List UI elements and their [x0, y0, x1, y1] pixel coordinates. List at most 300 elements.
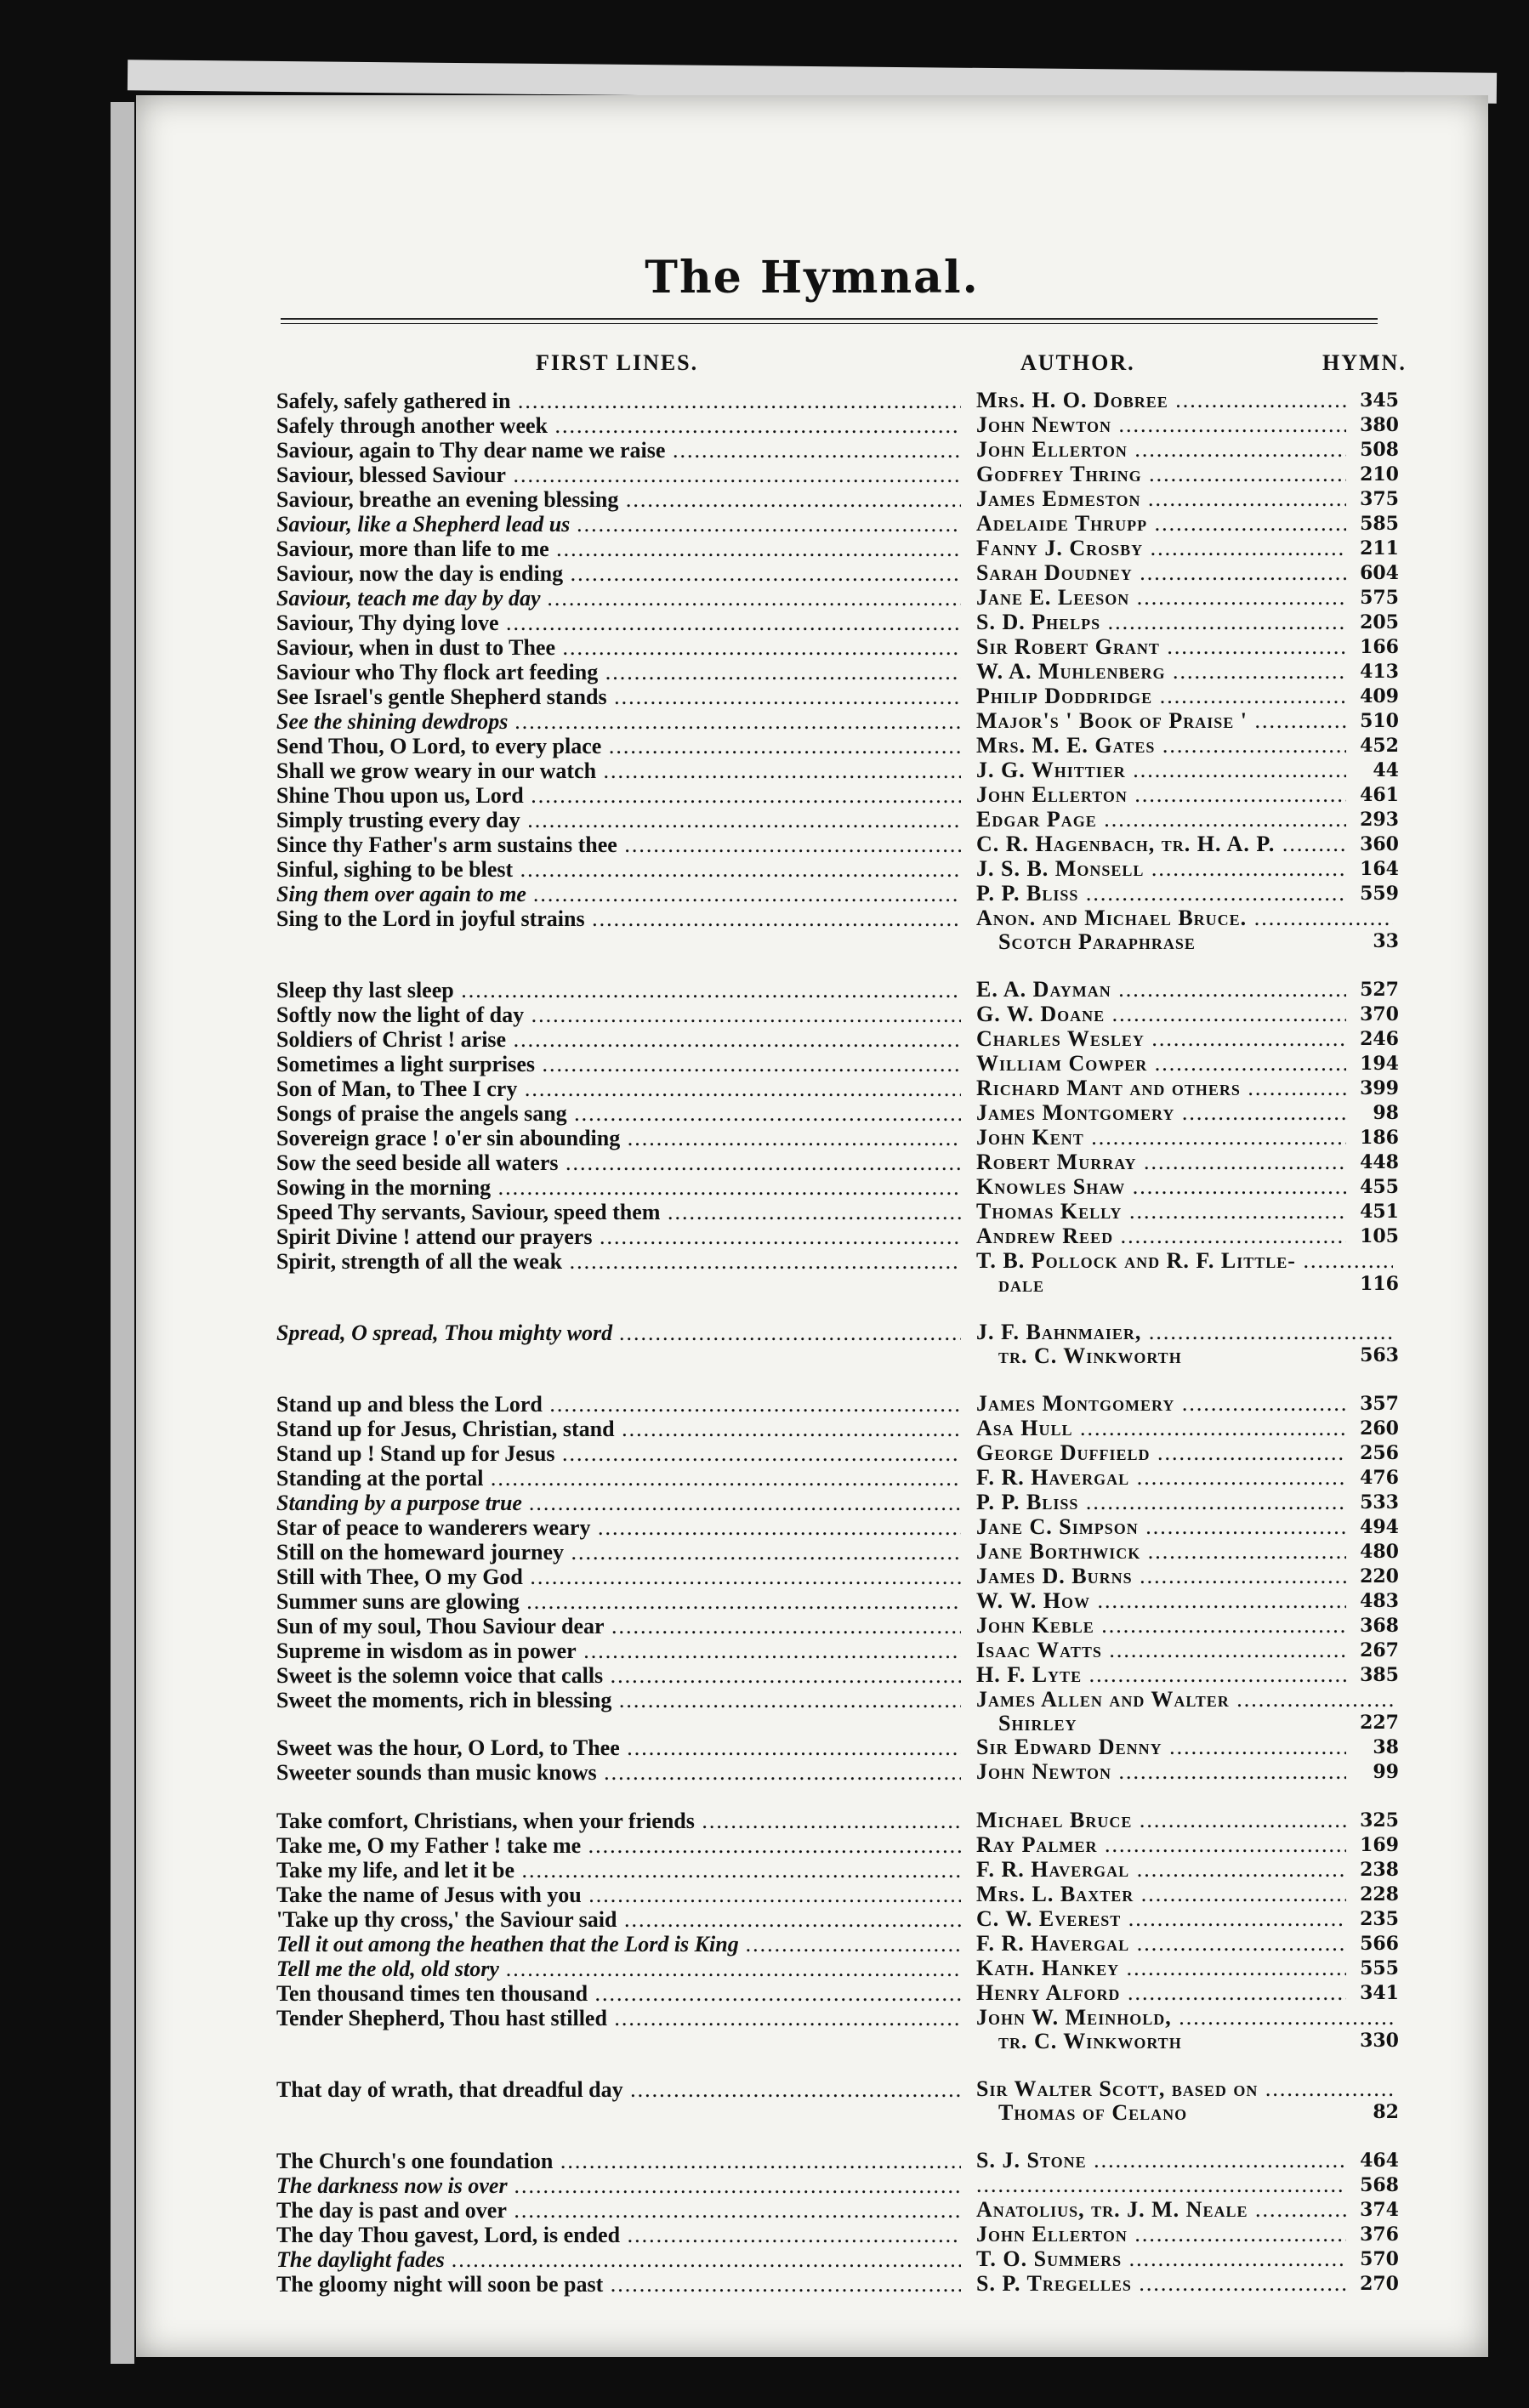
page-title: The Hymnal. — [645, 252, 980, 304]
index-row — [276, 1540, 1399, 1565]
index-row — [276, 1809, 1399, 1833]
index-row — [276, 1883, 1399, 1907]
first-line-text: Spirit Divine ! attend our prayers ..... — [276, 1224, 961, 1249]
author-name: T. O. Summers ..... — [976, 2247, 1393, 2271]
first-line-text: Take the name of Jesus with you ..... — [276, 1883, 961, 1907]
first-line-text: Take me, O my Father ! take me ..... — [276, 1833, 961, 1858]
first-line-text: Ten thousand times ten thousand ..... — [276, 1981, 961, 2006]
hymn-number: 357 — [1346, 1392, 1399, 1417]
index-row — [276, 1956, 1399, 1981]
first-line-text: The darkness now is over ..... — [276, 2173, 961, 2198]
index-row — [276, 512, 1399, 537]
author-name: Thomas Kelly ..... — [976, 1200, 1393, 1224]
index-row — [276, 2198, 1399, 2223]
index-row — [276, 537, 1399, 561]
index-row — [276, 1417, 1399, 1441]
first-line-text: See the shining dewdrops ..... — [276, 709, 961, 734]
author-cell — [976, 1735, 1393, 1759]
title-rule — [281, 318, 1378, 320]
hymn-number: 585 — [1346, 512, 1399, 537]
author-name: Sir Robert Grant ..... — [976, 635, 1393, 659]
author-name: John Ellerton ..... — [976, 438, 1393, 462]
hymn-number: 563 — [1346, 1343, 1399, 1368]
author-name-continued: tr. C. Winkworth — [998, 2029, 1182, 2053]
index-row — [276, 487, 1399, 512]
author-cell — [976, 2272, 1393, 2296]
author-cell — [976, 1076, 1393, 1100]
author-name: Isaac Watts ..... — [976, 1638, 1393, 1662]
author-cell — [976, 1883, 1393, 1906]
first-line-text: Take my life, and let it be ..... — [276, 1858, 961, 1883]
hymn-number: 82 — [1346, 2100, 1399, 2125]
index-row — [276, 832, 1399, 857]
author-name: C. W. Everest ..... — [976, 1907, 1393, 1931]
index-row — [276, 783, 1399, 808]
hymn-number: 368 — [1346, 1614, 1399, 1638]
hymn-number: 38 — [1346, 1735, 1399, 1760]
author-name: J. G. Whittier ..... — [976, 758, 1393, 782]
first-line-text: Soldiers of Christ ! arise ..... — [276, 1027, 961, 1052]
author-name: James Montgomery ..... — [976, 1392, 1393, 1416]
author-name: J. F. Bahnmaier, ..... — [976, 1320, 1393, 1344]
first-line-text: Sweet is the solemn voice that calls ..... — [276, 1663, 961, 1688]
hymn-number: 480 — [1346, 1540, 1399, 1565]
hymn-number: 330 — [1346, 2029, 1399, 2053]
author-name: Robert Murray ..... — [976, 1150, 1393, 1174]
author-name — [976, 2173, 1393, 2197]
author-cell — [976, 1200, 1393, 1224]
index-row — [276, 586, 1399, 611]
book-page — [136, 95, 1488, 2357]
first-line-text: Standing by a purpose true ..... — [276, 1491, 961, 1515]
author-cell — [976, 413, 1393, 437]
first-line-text: Stand up ! Stand up for Jesus ..... — [276, 1441, 961, 1466]
index-row — [276, 808, 1399, 832]
author-name: F. R. Havergal ..... — [976, 1858, 1393, 1882]
first-line-text: The daylight fades ..... — [276, 2247, 961, 2272]
hymn-number: 575 — [1346, 586, 1399, 611]
author-name: Richard Mant and others ..... — [976, 1076, 1393, 1100]
author-cell — [976, 1688, 1393, 1735]
author-name-continued: dale — [998, 1272, 1045, 1297]
index-row — [276, 1076, 1399, 1101]
first-line-text: Saviour, when in dust to Thee ..... — [276, 635, 961, 660]
author-name: C. R. Hagenbach, tr. H. A. P. ..... — [976, 832, 1393, 856]
hymn-number: 527 — [1346, 978, 1399, 1002]
first-line-text: Sometimes a light surprises ..... — [276, 1052, 961, 1076]
first-line-text: Still with Thee, O my God ..... — [276, 1565, 961, 1589]
index-row — [276, 1320, 1399, 1368]
hymn-number: 220 — [1346, 1565, 1399, 1589]
author-name: Fanny J. Crosby ..... — [976, 537, 1393, 560]
author-name: Edgar Page ..... — [976, 808, 1393, 832]
hymn-number: 293 — [1346, 808, 1399, 832]
author-cell — [976, 463, 1393, 486]
author-name: William Cowper ..... — [976, 1052, 1393, 1076]
index-row — [276, 1126, 1399, 1150]
index-row — [276, 660, 1399, 684]
first-line-text: Stand up for Jesus, Christian, stand ..... — [276, 1417, 961, 1441]
hymn-number: 494 — [1346, 1515, 1399, 1540]
hymn-number: 409 — [1346, 684, 1399, 709]
author-cell — [976, 783, 1393, 807]
author-cell — [976, 808, 1393, 832]
author-cell — [976, 1614, 1393, 1638]
first-line-text: Sowing in the morning ..... — [276, 1175, 961, 1200]
index-row — [276, 2077, 1399, 2125]
index-row — [276, 1175, 1399, 1200]
author-cell — [976, 1833, 1393, 1857]
index-row — [276, 2149, 1399, 2173]
hymn-number: 448 — [1346, 1150, 1399, 1175]
hymn-number: 559 — [1346, 882, 1399, 906]
author-name: James Edmeston ..... — [976, 487, 1393, 511]
author-name: G. W. Doane ..... — [976, 1002, 1393, 1026]
author-name: Major's ' Book of Praise ' ..... — [976, 709, 1393, 733]
hymn-number: 345 — [1346, 389, 1399, 413]
author-cell — [976, 1175, 1393, 1199]
index-row — [276, 1638, 1399, 1663]
hymn-number: 385 — [1346, 1663, 1399, 1688]
author-name: Kath. Hankey ..... — [976, 1956, 1393, 1980]
first-line-text: Sun of my soul, Thou Saviour dear ..... — [276, 1614, 961, 1638]
hymn-number: 483 — [1346, 1589, 1399, 1614]
author-name: John Ellerton ..... — [976, 783, 1393, 807]
author-cell — [976, 1466, 1393, 1490]
index-row — [276, 1760, 1399, 1785]
hymn-number: 267 — [1346, 1638, 1399, 1663]
index-row — [276, 1858, 1399, 1883]
author-name: E. A. Dayman ..... — [976, 978, 1393, 1002]
hymn-number: 508 — [1346, 438, 1399, 463]
author-name: John Kent ..... — [976, 1126, 1393, 1150]
first-line-text: Saviour, more than life to me ..... — [276, 537, 961, 561]
author-name: S. D. Phelps ..... — [976, 611, 1393, 634]
hymn-number: 99 — [1346, 1760, 1399, 1785]
author-name: Sir Walter Scott, based on ..... — [976, 2077, 1393, 2101]
first-line-text: Son of Man, to Thee I cry ..... — [276, 1076, 961, 1101]
author-name: Asa Hull ..... — [976, 1417, 1393, 1440]
index-row — [276, 1688, 1399, 1735]
author-cell — [976, 1515, 1393, 1539]
author-cell — [976, 389, 1393, 412]
author-name: John Ellerton ..... — [976, 2223, 1393, 2246]
author-cell — [976, 487, 1393, 511]
index-row — [276, 2272, 1399, 2297]
header-author: AUTHOR. — [1020, 350, 1135, 375]
author-cell — [976, 734, 1393, 758]
author-cell — [976, 1417, 1393, 1440]
author-name: F. R. Havergal ..... — [976, 1466, 1393, 1490]
index-row — [276, 463, 1399, 487]
author-name: P. P. Bliss ..... — [976, 882, 1393, 906]
index-row — [276, 389, 1399, 413]
first-line-text: Safely through another week ..... — [276, 413, 961, 438]
author-name: Charles Wesley ..... — [976, 1027, 1393, 1051]
author-cell — [976, 1956, 1393, 1980]
first-line-text: Saviour, blessed Saviour ..... — [276, 463, 961, 487]
first-line-text: The Church's one foundation ..... — [276, 2149, 961, 2173]
author-name: Sir Edward Denny ..... — [976, 1735, 1393, 1759]
index-row — [276, 1392, 1399, 1417]
author-name: Michael Bruce ..... — [976, 1809, 1393, 1832]
author-cell — [976, 2198, 1393, 2222]
author-name: Mrs. L. Baxter ..... — [976, 1883, 1393, 1906]
author-cell — [976, 2223, 1393, 2246]
first-line-text: Tell it out among the heathen that the Lord is King ..... — [276, 1932, 961, 1956]
hymn-number: 325 — [1346, 1809, 1399, 1833]
first-line-text: Spread, O spread, Thou mighty word ..... — [276, 1320, 961, 1345]
author-name: Adelaide Thrupp ..... — [976, 512, 1393, 536]
author-name: Ray Palmer ..... — [976, 1833, 1393, 1857]
index-row — [276, 561, 1399, 586]
hymn-number: 476 — [1346, 1466, 1399, 1491]
author-cell — [976, 660, 1393, 684]
hymn-number: 413 — [1346, 660, 1399, 684]
first-line-text: Shall we grow weary in our watch ..... — [276, 758, 961, 783]
index-row — [276, 882, 1399, 906]
index-row — [276, 1932, 1399, 1956]
hymn-number: 210 — [1346, 463, 1399, 487]
index-row — [276, 1052, 1399, 1076]
author-name: Mrs. M. E. Gates ..... — [976, 734, 1393, 758]
author-name-continued: Shirley — [998, 1711, 1077, 1735]
first-line-text: Saviour, now the day is ending ..... — [276, 561, 961, 586]
author-name: J. S. B. Monsell ..... — [976, 857, 1393, 881]
author-cell — [976, 832, 1393, 856]
author-cell — [976, 1002, 1393, 1026]
hymn-number: 360 — [1346, 832, 1399, 857]
author-name: Godfrey Thring ..... — [976, 463, 1393, 486]
index-row — [276, 1101, 1399, 1126]
hymn-number: 270 — [1346, 2272, 1399, 2297]
index-row — [276, 413, 1399, 438]
author-name: Knowles Shaw ..... — [976, 1175, 1393, 1199]
author-cell — [976, 1441, 1393, 1465]
first-line-text: Still on the homeward journey ..... — [276, 1540, 961, 1565]
first-line-text: Send Thou, O Lord, to every place ..... — [276, 734, 961, 758]
scan-edge-left — [111, 102, 134, 2364]
hymn-number: 555 — [1346, 1956, 1399, 1981]
author-cell — [976, 1320, 1393, 1368]
index-row — [276, 2247, 1399, 2272]
author-name: Philip Doddridge ..... — [976, 684, 1393, 708]
author-cell — [976, 1224, 1393, 1248]
hymn-number: 164 — [1346, 857, 1399, 882]
author-name: Jane Borthwick ..... — [976, 1540, 1393, 1564]
index-row — [276, 611, 1399, 635]
hymn-number: 98 — [1346, 1101, 1399, 1126]
index-row — [276, 1200, 1399, 1224]
index-row — [276, 906, 1399, 954]
hymn-number: 455 — [1346, 1175, 1399, 1200]
hymn-number: 568 — [1346, 2173, 1399, 2198]
author-name: John Newton ..... — [976, 1760, 1393, 1784]
author-name: Anon. and Michael Bruce. ..... — [976, 906, 1393, 930]
hymn-number: 166 — [1346, 635, 1399, 660]
first-line-text: See Israel's gentle Shepherd stands ..... — [276, 684, 961, 709]
author-cell — [976, 1392, 1393, 1416]
index-row — [276, 2006, 1399, 2053]
author-name: F. R. Havergal ..... — [976, 1932, 1393, 1956]
first-line-text: Supreme in wisdom as in power ..... — [276, 1638, 961, 1663]
hymn-number: 260 — [1346, 1417, 1399, 1441]
first-line-text: Songs of praise the angels sang ..... — [276, 1101, 961, 1126]
author-cell — [976, 1809, 1393, 1832]
first-line-text: Sinful, sighing to be blest ..... — [276, 857, 961, 882]
author-cell — [976, 1981, 1393, 2005]
author-name: H. F. Lyte ..... — [976, 1663, 1393, 1687]
author-cell — [976, 512, 1393, 536]
first-line-text: Saviour, Thy dying love ..... — [276, 611, 961, 635]
author-cell — [976, 758, 1393, 782]
index-row — [276, 709, 1399, 734]
author-name: Andrew Reed ..... — [976, 1224, 1393, 1248]
author-cell — [976, 1126, 1393, 1150]
first-line-text: Saviour, breathe an evening blessing ..... — [276, 487, 961, 512]
first-line-text: 'Take up thy cross,' the Saviour said ..... — [276, 1907, 961, 1932]
first-line-text: Standing at the portal ..... — [276, 1466, 961, 1491]
index-row — [276, 1466, 1399, 1491]
first-line-text: Stand up and bless the Lord ..... — [276, 1392, 961, 1417]
hymn-number: 227 — [1346, 1711, 1399, 1735]
hymn-number: 376 — [1346, 2223, 1399, 2247]
author-cell — [976, 438, 1393, 462]
author-name: Jane C. Simpson ..... — [976, 1515, 1393, 1539]
index-row — [276, 857, 1399, 882]
author-name: S. J. Stone ..... — [976, 2149, 1393, 2172]
hymn-number: 205 — [1346, 611, 1399, 635]
first-line-text: Saviour, like a Shepherd lead us ..... — [276, 512, 961, 537]
author-name-continued: Thomas of Celano — [998, 2100, 1188, 2125]
hymn-number: 375 — [1346, 487, 1399, 512]
index-row — [276, 978, 1399, 1002]
first-line-text: Tell me the old, old story ..... — [276, 1956, 961, 1981]
author-cell — [976, 2149, 1393, 2172]
first-line-text: Sow the seed beside all waters ..... — [276, 1150, 961, 1175]
author-cell — [976, 1101, 1393, 1125]
first-line-text: Shine Thou upon us, Lord ..... — [276, 783, 961, 808]
first-line-text: Sing to the Lord in joyful strains ..... — [276, 906, 961, 931]
author-name: T. B. Pollock and R. F. Little- ..... — [976, 1249, 1393, 1273]
author-name: James Allen and Walter ..... — [976, 1688, 1393, 1712]
index-row — [276, 1565, 1399, 1589]
first-line-text: Sleep thy last sleep ..... — [276, 978, 961, 1002]
author-cell — [976, 1150, 1393, 1174]
hymn-number: 464 — [1346, 2149, 1399, 2173]
first-line-text: Star of peace to wanderers weary ..... — [276, 1515, 961, 1540]
author-cell — [976, 1663, 1393, 1687]
author-cell — [976, 561, 1393, 585]
author-cell — [976, 2006, 1393, 2053]
first-line-text: Saviour, again to Thy dear name we raise ..... — [276, 438, 961, 463]
author-name: George Duffield ..... — [976, 1441, 1393, 1465]
hymn-number: 194 — [1346, 1052, 1399, 1076]
hymn-number: 246 — [1346, 1027, 1399, 1052]
first-line-text: Tender Shepherd, Thou hast stilled ..... — [276, 2006, 961, 2030]
first-line-text: Spirit, strength of all the weak ..... — [276, 1249, 961, 1274]
hymn-number: 44 — [1346, 758, 1399, 783]
index-row — [276, 1150, 1399, 1175]
index-row — [276, 1589, 1399, 1614]
index-row — [276, 2173, 1399, 2198]
first-line-text: Summer suns are glowing ..... — [276, 1589, 961, 1614]
author-cell — [976, 1027, 1393, 1051]
author-cell — [976, 586, 1393, 610]
author-name: W. A. Muhlenberg ..... — [976, 660, 1393, 684]
author-cell — [976, 1638, 1393, 1662]
hymn-number: 452 — [1346, 734, 1399, 758]
first-line-text: Sweet the moments, rich in blessing ..... — [276, 1688, 961, 1712]
author-cell — [976, 2173, 1393, 2197]
index-row — [276, 1027, 1399, 1052]
index-row — [276, 1224, 1399, 1249]
first-line-text: Saviour who Thy flock art feeding ..... — [276, 660, 961, 684]
index-row — [276, 1907, 1399, 1932]
author-cell — [976, 1907, 1393, 1931]
author-name: S. P. Tregelles ..... — [976, 2272, 1393, 2296]
hymn-number: 380 — [1346, 413, 1399, 438]
author-cell — [976, 1932, 1393, 1956]
hymn-number: 235 — [1346, 1907, 1399, 1932]
author-name: James Montgomery ..... — [976, 1101, 1393, 1125]
author-cell — [976, 635, 1393, 659]
header-first-lines: FIRST LINES. — [536, 350, 699, 375]
hymn-number: 341 — [1346, 1981, 1399, 2006]
author-cell — [976, 906, 1393, 954]
index-row — [276, 1833, 1399, 1858]
first-line-text: Simply trusting every day ..... — [276, 808, 961, 832]
author-cell — [976, 1491, 1393, 1514]
author-cell — [976, 1565, 1393, 1588]
hymn-number: 33 — [1346, 929, 1399, 954]
hymn-number: 570 — [1346, 2247, 1399, 2272]
hymn-number: 461 — [1346, 783, 1399, 808]
index-row — [276, 1249, 1399, 1297]
hymn-number: 451 — [1346, 1200, 1399, 1224]
index-row — [276, 734, 1399, 758]
index-row — [276, 1981, 1399, 2006]
author-cell — [976, 1589, 1393, 1613]
index-row — [276, 1735, 1399, 1760]
hymn-index-list — [276, 389, 1399, 2297]
index-row — [276, 1002, 1399, 1027]
hymn-number: 116 — [1346, 1272, 1399, 1297]
author-name: Sarah Doudney ..... — [976, 561, 1393, 585]
author-name: John W. Meinhold, ..... — [976, 2006, 1393, 2030]
hymn-number: 510 — [1346, 709, 1399, 734]
author-cell — [976, 978, 1393, 1002]
first-line-text: Take comfort, Christians, when your friends ..... — [276, 1809, 961, 1833]
author-name-continued: tr. C. Winkworth — [998, 1343, 1182, 1368]
hymn-number: 211 — [1346, 537, 1399, 561]
index-row — [276, 438, 1399, 463]
author-cell — [976, 611, 1393, 634]
first-line-text: Sovereign grace ! o'er sin abounding ..... — [276, 1126, 961, 1150]
first-line-text: Sing them over again to me ..... — [276, 882, 961, 906]
header-hymn: HYMN. — [1322, 350, 1407, 375]
hymn-number: 228 — [1346, 1883, 1399, 1907]
index-row — [276, 1663, 1399, 1688]
index-row — [276, 758, 1399, 783]
author-cell — [976, 1052, 1393, 1076]
first-line-text: The gloomy night will soon be past ..... — [276, 2272, 961, 2297]
first-line-text: Sweet was the hour, O Lord, to Thee ..... — [276, 1735, 961, 1760]
author-cell — [976, 2247, 1393, 2271]
hymn-number: 256 — [1346, 1441, 1399, 1466]
author-name: Henry Alford ..... — [976, 1981, 1393, 2005]
first-line-text: Since thy Father's arm sustains thee ..... — [276, 832, 961, 857]
